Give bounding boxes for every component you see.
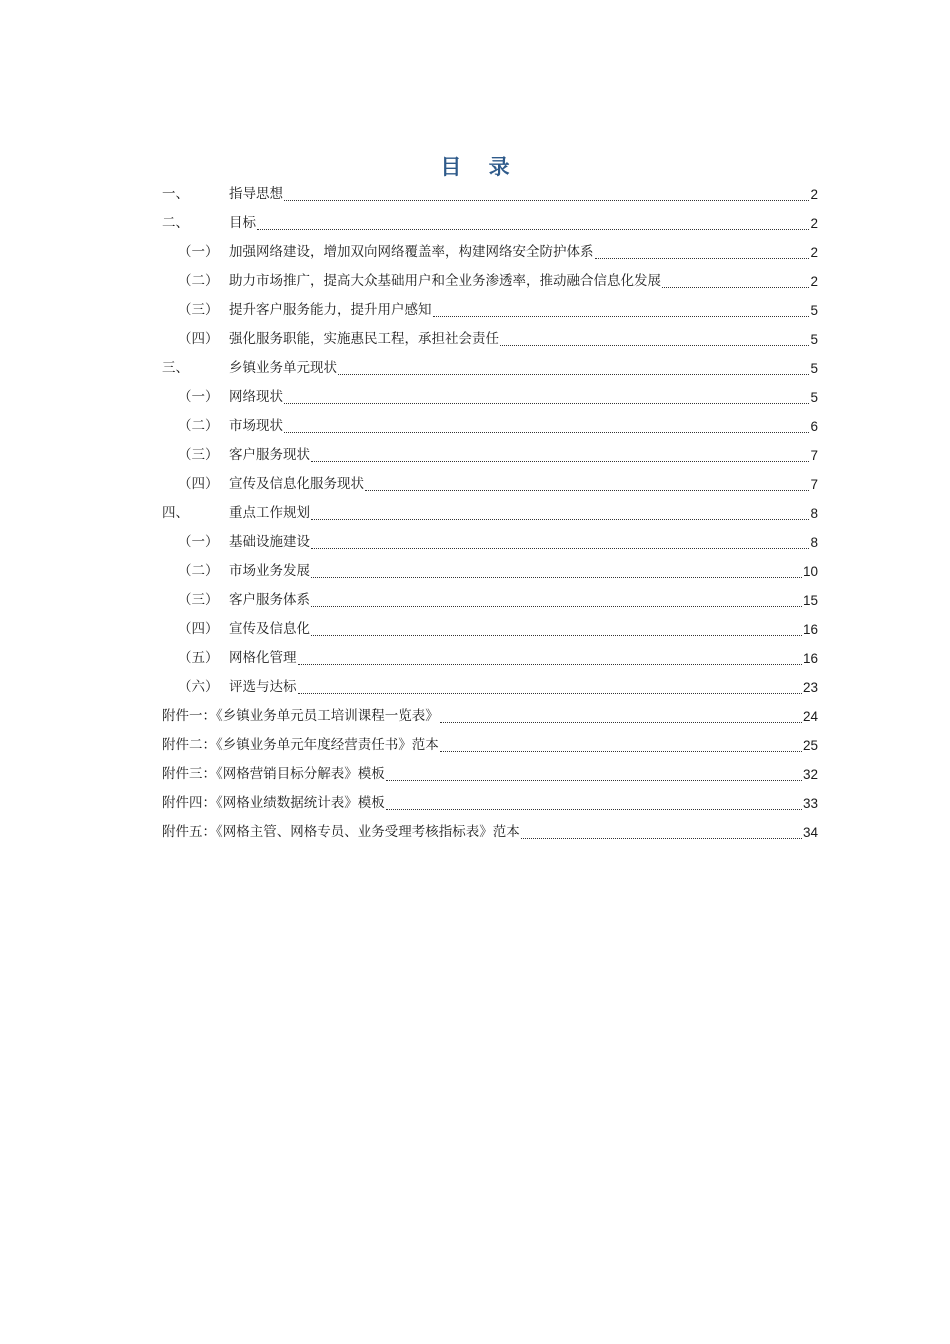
toc-page-number: 10 (802, 564, 818, 579)
toc-entry-text: 附件一：《乡镇业务单元员工培训课程一览表》 (162, 708, 439, 724)
toc-entry[interactable] (162, 383, 818, 412)
toc-dot-leader (595, 238, 810, 267)
toc-entry-text: 附件四：《网格业绩数据统计表》模板 (162, 795, 385, 811)
toc-entry-text: 乡镇业务单元现状 (229, 360, 337, 376)
toc-entry-number: （三） (178, 302, 219, 318)
toc-dot-leader (662, 267, 809, 296)
toc-entry-number: （一） (178, 244, 219, 260)
toc-list (162, 180, 818, 847)
toc-entry[interactable] (162, 789, 818, 818)
toc-entry[interactable] (162, 557, 818, 586)
toc-dot-leader (311, 615, 802, 644)
toc-page-number: 7 (810, 477, 818, 492)
toc-entry[interactable] (162, 499, 818, 528)
toc-entry-number: （三） (178, 447, 219, 463)
toc-page-number: 15 (802, 593, 818, 608)
toc-dot-leader (311, 441, 809, 470)
toc-entry[interactable] (162, 528, 818, 557)
toc-page-number: 2 (810, 274, 818, 289)
toc-entry[interactable] (162, 673, 818, 702)
toc-entry-text: 附件三：《网格营销目标分解表》模板 (162, 766, 385, 782)
toc-page-number: 34 (802, 825, 818, 840)
toc-entry-number: （四） (178, 476, 219, 492)
toc-entry[interactable] (162, 586, 818, 615)
toc-entry[interactable] (162, 441, 818, 470)
toc-dot-leader (284, 412, 809, 441)
toc-entry-number: 二、 (162, 215, 189, 231)
toc-entry[interactable] (162, 412, 818, 441)
toc-page-number: 23 (802, 680, 818, 695)
toc-dot-leader (284, 383, 809, 412)
toc-page-number: 2 (810, 187, 818, 202)
toc-page-number: 16 (802, 651, 818, 666)
toc-dot-leader (521, 818, 802, 847)
toc-page-number: 6 (810, 419, 818, 434)
toc-entry[interactable] (162, 354, 818, 383)
toc-entry-text: 助力市场推广，提高大众基础用户和全业务渗透率，推动融合信息化发展 (229, 273, 661, 289)
toc-page-number: 2 (810, 245, 818, 260)
toc-dot-leader (386, 789, 802, 818)
toc-entry-text: 市场业务发展 (229, 563, 310, 579)
toc-dot-leader (298, 644, 802, 673)
toc-entry-number: （五） (178, 650, 219, 666)
toc-entry[interactable] (162, 644, 818, 673)
toc-dot-leader (338, 354, 809, 383)
toc-entry[interactable] (162, 702, 818, 731)
toc-page-number: 5 (810, 361, 818, 376)
toc-entry-text: 评选与达标 (229, 679, 297, 695)
toc-page-number: 16 (802, 622, 818, 637)
toc-title: 目 录 (440, 155, 520, 179)
toc-entry[interactable] (162, 760, 818, 789)
toc-dot-leader (257, 209, 809, 238)
toc-entry-text: 网络现状 (229, 389, 283, 405)
toc-entry-text: 宣传及信息化服务现状 (229, 476, 364, 492)
toc-dot-leader (311, 557, 802, 586)
toc-entry-number: 四、 (162, 505, 189, 521)
toc-dot-leader (311, 586, 802, 615)
toc-entry[interactable] (162, 209, 818, 238)
toc-dot-leader (440, 731, 802, 760)
toc-entry-number: （四） (178, 331, 219, 347)
toc-page-number: 25 (802, 738, 818, 753)
toc-entry[interactable] (162, 818, 818, 847)
toc-entry-number: （三） (178, 592, 219, 608)
toc-entry-text: 附件二：《乡镇业务单元年度经营责任书》范本 (162, 737, 439, 753)
toc-page-number: 7 (810, 448, 818, 463)
toc-entry-text: 加强网络建设，增加双向网络覆盖率，构建网络安全防护体系 (229, 244, 594, 260)
toc-page-number: 8 (810, 506, 818, 521)
toc-entry[interactable] (162, 296, 818, 325)
toc-entry-text: 宣传及信息化 (229, 621, 310, 637)
toc-entry[interactable] (162, 470, 818, 499)
toc-entry-text: 提升客户服务能力，提升用户感知 (229, 302, 432, 318)
toc-entry-text: 市场现状 (229, 418, 283, 434)
toc-entry[interactable] (162, 325, 818, 354)
toc-dot-leader (311, 528, 809, 557)
toc-page-number: 5 (810, 332, 818, 347)
toc-entry-text: 基础设施建设 (229, 534, 310, 550)
toc-entry-text: 客户服务体系 (229, 592, 310, 608)
toc-entry-text: 附件五：《网格主管、网格专员、业务受理考核指标表》范本 (162, 824, 520, 840)
toc-dot-leader (284, 180, 809, 209)
toc-page-number: 5 (810, 303, 818, 318)
toc-dot-leader (365, 470, 809, 499)
toc-entry-number: （二） (178, 273, 219, 289)
toc-page-number: 24 (802, 709, 818, 724)
toc-page-number: 5 (810, 390, 818, 405)
toc-entry-text: 强化服务职能，实施惠民工程，承担社会责任 (229, 331, 499, 347)
toc-entry-text: 重点工作规划 (229, 505, 310, 521)
toc-dot-leader (440, 702, 802, 731)
toc-entry-text: 指导思想 (229, 186, 283, 202)
toc-entry-number: （二） (178, 563, 219, 579)
toc-dot-leader (500, 325, 809, 354)
toc-entry-number: （一） (178, 389, 219, 405)
toc-entry-text: 网格化管理 (229, 650, 297, 666)
toc-entry-number: （六） (178, 679, 219, 695)
toc-entry-number: 一、 (162, 186, 189, 202)
toc-entry-number: 三、 (162, 360, 189, 376)
toc-entry[interactable] (162, 267, 818, 296)
toc-entry-text: 目标 (229, 215, 256, 231)
toc-entry[interactable] (162, 180, 818, 209)
toc-entry[interactable] (162, 731, 818, 760)
toc-page-number: 33 (802, 796, 818, 811)
toc-entry[interactable] (162, 615, 818, 644)
toc-dot-leader (298, 673, 802, 702)
toc-page-number: 32 (802, 767, 818, 782)
toc-entry-text: 客户服务现状 (229, 447, 310, 463)
toc-dot-leader (311, 499, 809, 528)
toc-entry[interactable] (162, 238, 818, 267)
toc-page-number: 2 (810, 216, 818, 231)
toc-dot-leader (433, 296, 810, 325)
toc-dot-leader (386, 760, 802, 789)
toc-entry-number: （四） (178, 621, 219, 637)
toc-page-number: 8 (810, 535, 818, 550)
toc-entry-number: （一） (178, 534, 219, 550)
toc-entry-number: （二） (178, 418, 219, 434)
